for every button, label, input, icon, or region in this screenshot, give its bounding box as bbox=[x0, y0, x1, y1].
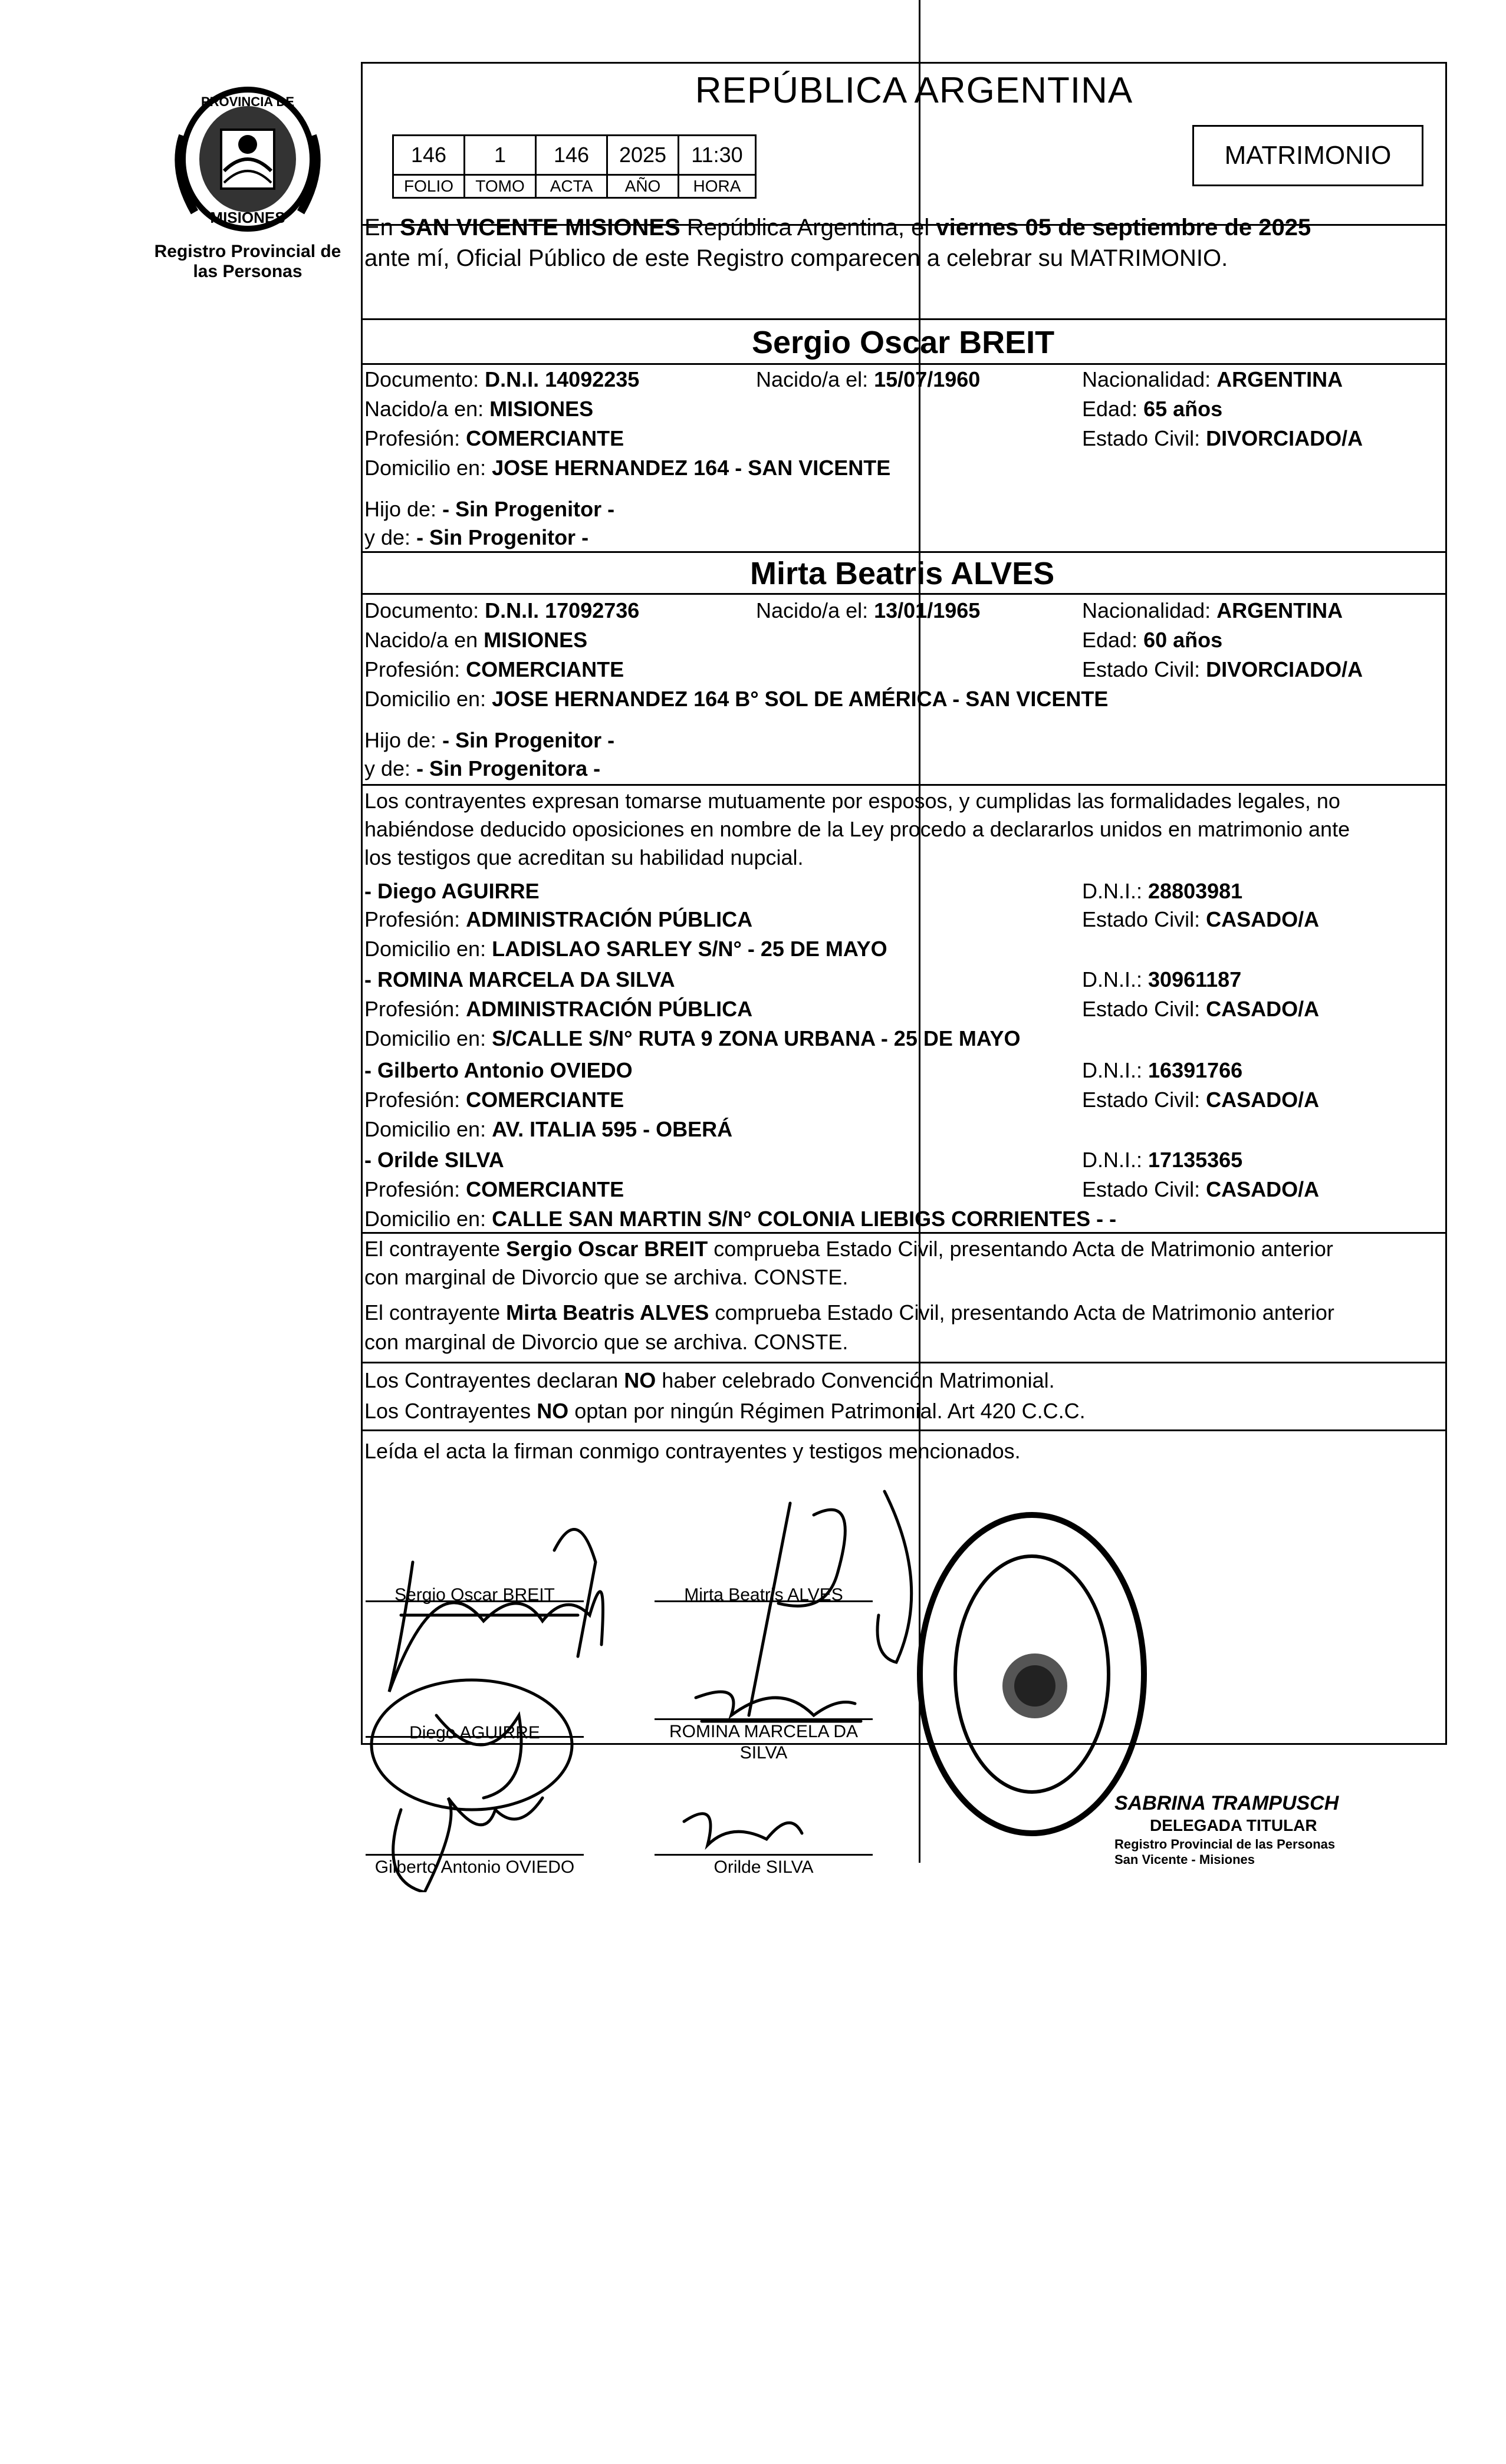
signature-name-witness3: Gilberto Antonio OVIEDO bbox=[374, 1857, 575, 1877]
spouse2-parent1: Hijo de: - Sin Progenitor - bbox=[364, 728, 615, 752]
spouse2-parent2: y de: - Sin Progenitora - bbox=[364, 756, 601, 780]
note1-line2: con marginal de Divorcio que se archiva. CONSTE. bbox=[364, 1265, 849, 1289]
spouse1-age: Edad: 65 años bbox=[1082, 397, 1223, 421]
spouse1-doc: Documento: D.N.I. 14092235 bbox=[364, 367, 640, 391]
spouse1-profession: Profesión: COMERCIANTE bbox=[364, 426, 624, 450]
witness3-profession: Profesión: COMERCIANTE bbox=[364, 1088, 624, 1112]
witness3-address: Domicilio en: AV. ITALIA 595 - OBERÁ bbox=[364, 1117, 733, 1141]
year-label: AÑO bbox=[607, 175, 679, 198]
witness2-address: Domicilio en: S/CALLE S/N° RUTA 9 ZONA URBANA - 25 DE MAYO bbox=[364, 1026, 1021, 1050]
acta-value: 146 bbox=[536, 136, 607, 175]
signature-name-witness2: ROMINA MARCELA DA SILVA bbox=[669, 1722, 859, 1763]
divider bbox=[361, 593, 1447, 595]
spouse2-civil: Estado Civil: DIVORCIADO/A bbox=[1082, 657, 1363, 681]
spouse2-name: Mirta Beatris ALVES bbox=[750, 556, 1055, 591]
witness2-name: - ROMINA MARCELA DA SILVA bbox=[364, 967, 675, 991]
witness4-dni: D.N.I.: 17135365 bbox=[1082, 1148, 1243, 1172]
signature-name-witness1: Diego AGUIRRE bbox=[409, 1723, 540, 1742]
witness4-name: - Orilde SILVA bbox=[364, 1148, 504, 1172]
witness1-address: Domicilio en: LADISLAO SARLEY S/N° - 25 DE MAYO bbox=[364, 937, 887, 961]
tomo-label: TOMO bbox=[465, 175, 536, 198]
folio-label: FOLIO bbox=[393, 175, 465, 198]
intro-paragraph: En SAN VICENTE MISIONES República Argentina, el viernes 05 de septiembre de 2025 ante mí, Oficial Público de este Registro comparecen a celebrar su MATRIMONIO. bbox=[364, 215, 1311, 271]
country-title: REPÚBLICA ARGENTINA bbox=[695, 70, 1133, 111]
witness1-dni: D.N.I.: 28803981 bbox=[1082, 879, 1243, 903]
folio-value: 146 bbox=[393, 136, 465, 175]
ceremony-date: viernes 05 de septiembre de 2025 bbox=[936, 215, 1311, 241]
spouse2-profession: Profesión: COMERCIANTE bbox=[364, 657, 624, 681]
divider bbox=[361, 784, 1447, 786]
note2-line2: con marginal de Divorcio que se archiva. CONSTE. bbox=[364, 1330, 849, 1354]
spouse1-parent2: y de: - Sin Progenitor - bbox=[364, 525, 589, 549]
spouse2-age: Edad: 60 años bbox=[1082, 628, 1223, 652]
witness4-profession: Profesión: COMERCIANTE bbox=[364, 1177, 624, 1201]
province-emblem-logo bbox=[159, 83, 336, 330]
logo-caption: Registro Provincial de las Personas bbox=[154, 242, 341, 281]
note1-line1: El contrayente Sergio Oscar BREIT comprueba Estado Civil, presentando Acta de Matrimonio anterior bbox=[364, 1237, 1333, 1261]
witness2-civil: Estado Civil: CASADO/A bbox=[1082, 997, 1320, 1021]
witness4-civil: Estado Civil: CASADO/A bbox=[1082, 1177, 1320, 1201]
convention-line1: Los Contrayentes declaran NO haber celebrado Convención Matrimonial. bbox=[364, 1368, 1055, 1392]
witness3-dni: D.N.I.: 16391766 bbox=[1082, 1058, 1243, 1082]
svg-text:PROVINCIA DE: PROVINCIA DE bbox=[200, 94, 295, 109]
spouse1-name: Sergio Oscar BREIT bbox=[752, 325, 1055, 360]
note2-line1: El contrayente Mirta Beatris ALVES comprueba Estado Civil, presentando Acta de Matrimonio anterior bbox=[364, 1300, 1334, 1325]
spouse2-born: Nacido/a el: 13/01/1965 bbox=[756, 598, 981, 622]
time-label: HORA bbox=[679, 175, 756, 198]
folio-table bbox=[392, 134, 757, 199]
witness1-civil: Estado Civil: CASADO/A bbox=[1082, 907, 1320, 931]
signatures-intro: Leída el acta la firman conmigo contrayentes y testigos mencionados. bbox=[364, 1439, 1021, 1463]
doc-type-box: MATRIMONIO bbox=[1192, 125, 1423, 186]
witness4-address: Domicilio en: CALLE SAN MARTIN S/N° COLONIA LIEBIGS CORRIENTES - - bbox=[364, 1207, 1117, 1231]
svg-text:MISIONES: MISIONES bbox=[210, 209, 285, 226]
spouse1-address: Domicilio en: JOSE HERNANDEZ 164 - SAN VICENTE bbox=[364, 456, 891, 480]
tomo-value: 1 bbox=[465, 136, 536, 175]
signature-name-spouse2: Mirta Beatris ALVES bbox=[684, 1585, 843, 1605]
signature-name-spouse1: Sergio Oscar BREIT bbox=[394, 1585, 555, 1605]
divider bbox=[361, 1362, 1447, 1363]
spouse1-born: Nacido/a el: 15/07/1960 bbox=[756, 367, 981, 391]
witness3-civil: Estado Civil: CASADO/A bbox=[1082, 1088, 1320, 1112]
signature-name-witness4: Orilde SILVA bbox=[713, 1857, 814, 1877]
declaration-paragraph: Los contrayentes expresan tomarse mutuamente por esposos, y cumplidas las formalidades legales, no habiéndose deducido oposiciones en nombre de la Ley procedo a declararlos unidos en matrimonio ante los testigos que acreditan su habilidad nupcial. bbox=[364, 789, 1350, 869]
acta-label: ACTA bbox=[536, 175, 607, 198]
spouse1-civil: Estado Civil: DIVORCIADO/A bbox=[1082, 426, 1363, 450]
witness2-profession: Profesión: ADMINISTRACIÓN PÚBLICA bbox=[364, 997, 753, 1021]
witness3-name: - Gilberto Antonio OVIEDO bbox=[364, 1058, 633, 1082]
witness2-dni: D.N.I.: 30961187 bbox=[1082, 967, 1242, 991]
spouse2-nat: Nacionalidad: ARGENTINA bbox=[1082, 598, 1343, 622]
ceremony-place: SAN VICENTE MISIONES bbox=[400, 215, 680, 241]
witness1-profession: Profesión: ADMINISTRACIÓN PÚBLICA bbox=[364, 907, 753, 931]
time-value: 11:30 bbox=[679, 136, 756, 175]
spouse1-nat: Nacionalidad: ARGENTINA bbox=[1082, 367, 1343, 391]
divider bbox=[361, 1429, 1447, 1431]
spouse2-address: Domicilio en: JOSE HERNANDEZ 164 B° SOL DE AMÉRICA - SAN VICENTE bbox=[364, 687, 1109, 711]
convention-line2: Los Contrayentes NO optan por ningún Régimen Patrimonial. Art 420 C.C.C. bbox=[364, 1399, 1086, 1423]
divider bbox=[361, 363, 1447, 365]
witness1-name: - Diego AGUIRRE bbox=[364, 879, 540, 903]
year-value: 2025 bbox=[607, 136, 679, 175]
spouse2-birthplace: Nacido/a en MISIONES bbox=[364, 628, 588, 652]
spouse1-birthplace: Nacido/a en: MISIONES bbox=[364, 397, 594, 421]
divider bbox=[361, 318, 1447, 320]
official-signature-block: SABRINA TRAMPUSCH DELEGADA TITULAR Registro Provincial de las Personas San Vicente - Misiones bbox=[1114, 1792, 1339, 1867]
spouse2-doc: Documento: D.N.I. 17092736 bbox=[364, 598, 640, 622]
spouse1-parent1: Hijo de: - Sin Progenitor - bbox=[364, 497, 615, 521]
